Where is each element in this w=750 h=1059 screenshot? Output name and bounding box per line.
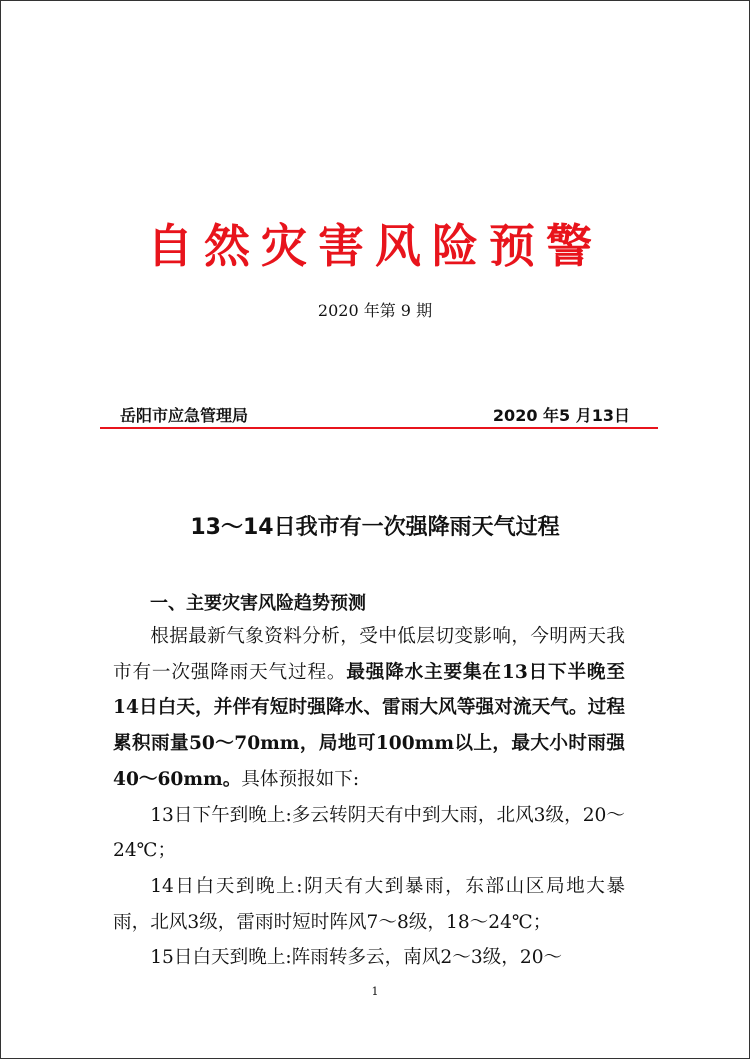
section-title: 一、主要灾害风险趋势预测 — [150, 593, 366, 614]
issue-number: 2020 年第 9 期 — [317, 301, 433, 320]
text: 具体预报如下: — [241, 768, 360, 790]
forecast-paragraph: 13日下午到晚上:多云转阴天有中到大雨，北风3级，20～24℃； — [113, 804, 625, 862]
text: 根据最新气象资料分析，受中低层切变影响，今明两天我市有一次强降雨天气过程。 — [113, 626, 625, 683]
article-body — [113, 619, 625, 976]
issue-date: 2020 年5 月13日 — [492, 406, 630, 425]
forecast-paragraph: 15日白天到晚上:阵雨转多云，南风2～3级，20～ — [150, 947, 563, 969]
article-heading: 13～14日我市有一次强降雨天气过程 — [190, 515, 560, 540]
document-title: 自然灾害风险预警 — [147, 219, 603, 273]
bold-text: 最强降水主要集在13日下半晚至14日白天，并伴有短时强降水、雷雨大风等强对流天气。过程累积雨量50～70mm，局地可100mm以上，最大小时雨强40～60mm。 — [113, 661, 625, 790]
red-divider — [100, 427, 658, 429]
issuing-organization: 岳阳市应急管理局 — [120, 406, 249, 425]
page-number: 1 — [371, 985, 379, 998]
forecast-paragraph: 14日白天到晚上:阴天有大到暴雨，东部山区局地大暴雨，北风3级，雷雨时短时阵风7～8级，18～24℃； — [113, 875, 625, 933]
paragraph — [113, 619, 625, 798]
